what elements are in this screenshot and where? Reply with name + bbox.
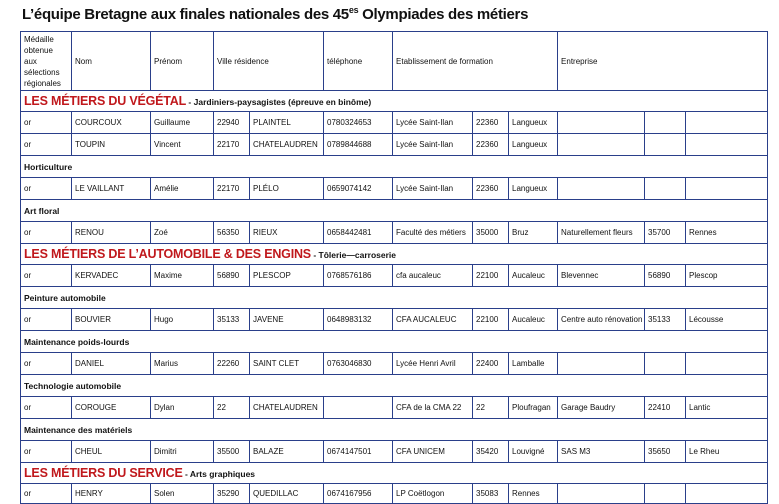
- cell-etablissement: Faculté des métiers: [393, 222, 473, 244]
- cell-telephone: 0768576186: [324, 265, 393, 287]
- cell-etab-cp: 35083: [473, 484, 509, 504]
- cell-etab-cp: 22360: [473, 112, 509, 134]
- cell-entreprise-cp: [645, 112, 686, 134]
- cell-telephone: [324, 397, 393, 419]
- cell-prenom: Vincent: [151, 134, 214, 156]
- cell-etab-cp: 35420: [473, 441, 509, 463]
- cell-ville: RIEUX: [250, 222, 324, 244]
- cell-telephone: 0789844688: [324, 134, 393, 156]
- table-row: [21, 134, 768, 156]
- header-ville: Ville résidence: [214, 32, 324, 91]
- section-title: LES MÉTIERS DE L’AUTOMOBILE & DES ENGINS: [24, 247, 311, 261]
- cell-etablissement: Lycée Saint-Ilan: [393, 134, 473, 156]
- table-row: [21, 484, 768, 504]
- section-automobile: [21, 244, 768, 265]
- cell-telephone: 0763046830: [324, 353, 393, 375]
- cell-cp: 22170: [214, 134, 250, 156]
- cell-etab-cp: 35000: [473, 222, 509, 244]
- cell-prenom: Dimitri: [151, 441, 214, 463]
- subsection-horticulture: Horticulture: [21, 156, 768, 178]
- cell-cp: 35290: [214, 484, 250, 504]
- cell-entreprise-cp: [645, 134, 686, 156]
- cell-telephone: 0780324653: [324, 112, 393, 134]
- cell-cp: 22170: [214, 178, 250, 200]
- table-row: [21, 353, 768, 375]
- cell-entreprise: Naturellement fleurs: [558, 222, 645, 244]
- cell-nom: COROUGE: [72, 397, 151, 419]
- cell-nom: DANIEL: [72, 353, 151, 375]
- cell-entreprise-ville: Lécousse: [686, 309, 768, 331]
- cell-ville: BALAZE: [250, 441, 324, 463]
- cell-cp: 35133: [214, 309, 250, 331]
- cell-entreprise: [558, 353, 645, 375]
- cell-entreprise-cp: [645, 178, 686, 200]
- cell-etab-cp: 22400: [473, 353, 509, 375]
- cell-entreprise-ville: [686, 484, 768, 504]
- cell-entreprise-ville: Rennes: [686, 222, 768, 244]
- cell-entreprise-ville: [686, 353, 768, 375]
- cell-etab-cp: 22360: [473, 178, 509, 200]
- cell-entreprise-cp: 22410: [645, 397, 686, 419]
- section-title: LES MÉTIERS DU SERVICE: [24, 466, 183, 480]
- cell-nom: TOUPIN: [72, 134, 151, 156]
- cell-etab-ville: Bruz: [509, 222, 558, 244]
- cell-medal: or: [21, 134, 72, 156]
- cell-ville: QUEDILLAC: [250, 484, 324, 504]
- cell-entreprise: [558, 178, 645, 200]
- cell-prenom: Zoé: [151, 222, 214, 244]
- cell-etab-ville: Langueux: [509, 112, 558, 134]
- table-header: [21, 32, 768, 91]
- cell-ville: CHATELAUDREN: [250, 134, 324, 156]
- table-row: [21, 178, 768, 200]
- cell-prenom: Marius: [151, 353, 214, 375]
- cell-entreprise: SAS M3: [558, 441, 645, 463]
- cell-prenom: Hugo: [151, 309, 214, 331]
- cell-etab-ville: Louvigné: [509, 441, 558, 463]
- cell-prenom: Dylan: [151, 397, 214, 419]
- header-etablissement: Etablissement de formation: [393, 32, 558, 91]
- cell-entreprise-cp: 35650: [645, 441, 686, 463]
- cell-entreprise-cp: 56890: [645, 265, 686, 287]
- section-subtitle: - Jardiniers-paysagistes (épreuve en binôme): [186, 97, 372, 107]
- cell-prenom: Guillaume: [151, 112, 214, 134]
- cell-entreprise-cp: 35133: [645, 309, 686, 331]
- cell-medal: or: [21, 441, 72, 463]
- cell-ville: SAINT CLET: [250, 353, 324, 375]
- cell-entreprise: Centre auto rénovation: [558, 309, 645, 331]
- section-subtitle: - Tôlerie—carroserie: [310, 250, 396, 260]
- cell-etab-ville: Rennes: [509, 484, 558, 504]
- cell-prenom: Amélie: [151, 178, 214, 200]
- cell-nom: HENRY: [72, 484, 151, 504]
- cell-etablissement: CFA UNICEM: [393, 441, 473, 463]
- cell-ville: PLESCOP: [250, 265, 324, 287]
- cell-entreprise-ville: Plescop: [686, 265, 768, 287]
- cell-etab-ville: Lamballe: [509, 353, 558, 375]
- page-title: L’équipe Bretagne aux finales nationales des $45^{es}$ Olympiades des métiers: [22, 5, 529, 23]
- cell-cp: 35500: [214, 441, 250, 463]
- cell-etablissement: Lycée Henri Avril: [393, 353, 473, 375]
- cell-cp: 56890: [214, 265, 250, 287]
- subsection-peinture: Peinture automobile: [21, 287, 768, 309]
- cell-medal: or: [21, 112, 72, 134]
- cell-nom: CHEUL: [72, 441, 151, 463]
- team-table: [20, 31, 768, 504]
- subsection-maintenance-materiels: Maintenance des matériels: [21, 419, 768, 441]
- cell-medal: or: [21, 178, 72, 200]
- cell-nom: LE VAILLANT: [72, 178, 151, 200]
- cell-nom: BOUVIER: [72, 309, 151, 331]
- cell-etab-ville: Langueux: [509, 134, 558, 156]
- header-medal: Médaille obtenue aux sélections régionales: [21, 32, 72, 91]
- cell-ville: CHATELAUDREN: [250, 397, 324, 419]
- cell-etablissement: cfa aucaleuc: [393, 265, 473, 287]
- cell-nom: COURCOUX: [72, 112, 151, 134]
- header-prenom: Prénom: [151, 32, 214, 91]
- cell-entreprise: Garage Baudry: [558, 397, 645, 419]
- cell-etab-cp: 22100: [473, 309, 509, 331]
- cell-entreprise-ville: [686, 134, 768, 156]
- cell-telephone: 0658442481: [324, 222, 393, 244]
- section-vegetal: [21, 91, 768, 112]
- cell-etab-cp: 22100: [473, 265, 509, 287]
- cell-etab-ville: Ploufragan: [509, 397, 558, 419]
- cell-ville: PLÉLO: [250, 178, 324, 200]
- cell-entreprise: [558, 484, 645, 504]
- cell-etab-ville: Aucaleuc: [509, 265, 558, 287]
- table-row: [21, 309, 768, 331]
- cell-telephone: 0674167956: [324, 484, 393, 504]
- header-telephone: téléphone: [324, 32, 393, 91]
- cell-etablissement: CFA AUCALEUC: [393, 309, 473, 331]
- cell-ville: JAVENE: [250, 309, 324, 331]
- cell-medal: or: [21, 265, 72, 287]
- cell-prenom: Solen: [151, 484, 214, 504]
- cell-etab-cp: 22: [473, 397, 509, 419]
- cell-entreprise: [558, 134, 645, 156]
- cell-entreprise-cp: [645, 484, 686, 504]
- cell-etab-ville: Langueux: [509, 178, 558, 200]
- cell-etab-ville: Aucaleuc: [509, 309, 558, 331]
- cell-telephone: 0659074142: [324, 178, 393, 200]
- cell-medal: or: [21, 397, 72, 419]
- cell-telephone: 0648983132: [324, 309, 393, 331]
- cell-entreprise: Blevennec: [558, 265, 645, 287]
- cell-medal: or: [21, 309, 72, 331]
- section-subtitle: - Arts graphiques: [182, 469, 256, 479]
- table-row: [21, 222, 768, 244]
- header-nom: Nom: [72, 32, 151, 91]
- header-entreprise: Entreprise: [558, 32, 768, 91]
- cell-cp: 22940: [214, 112, 250, 134]
- cell-etablissement: CFA de la CMA 22: [393, 397, 473, 419]
- table-row: [21, 397, 768, 419]
- cell-telephone: 0674147501: [324, 441, 393, 463]
- subsection-maintenance-pl: Maintenance poids-lourds: [21, 331, 768, 353]
- cell-medal: or: [21, 353, 72, 375]
- cell-entreprise-cp: [645, 353, 686, 375]
- cell-nom: RENOU: [72, 222, 151, 244]
- cell-cp: 56350: [214, 222, 250, 244]
- cell-etablissement: Lycée Saint-Ilan: [393, 112, 473, 134]
- cell-cp: 22: [214, 397, 250, 419]
- subsection-techno-auto: Technologie automobile: [21, 375, 768, 397]
- section-title: LES MÉTIERS DU VÉGÉTAL: [24, 94, 187, 108]
- cell-entreprise-ville: [686, 112, 768, 134]
- cell-ville: PLAINTEL: [250, 112, 324, 134]
- cell-cp: 22260: [214, 353, 250, 375]
- table-row: [21, 441, 768, 463]
- cell-medal: or: [21, 484, 72, 504]
- cell-entreprise-cp: 35700: [645, 222, 686, 244]
- cell-entreprise-ville: Le Rheu: [686, 441, 768, 463]
- cell-entreprise: [558, 112, 645, 134]
- cell-medal: or: [21, 222, 72, 244]
- cell-nom: KERVADEC: [72, 265, 151, 287]
- cell-entreprise-ville: [686, 178, 768, 200]
- cell-etab-cp: 22360: [473, 134, 509, 156]
- section-service: [21, 463, 768, 484]
- table-row: [21, 112, 768, 134]
- table-row: [21, 265, 768, 287]
- subsection-art-floral: Art floral: [21, 200, 768, 222]
- cell-etablissement: LP Coëtlogon: [393, 484, 473, 504]
- cell-entreprise-ville: Lantic: [686, 397, 768, 419]
- cell-prenom: Maxime: [151, 265, 214, 287]
- cell-etablissement: Lycée Saint-Ilan: [393, 178, 473, 200]
